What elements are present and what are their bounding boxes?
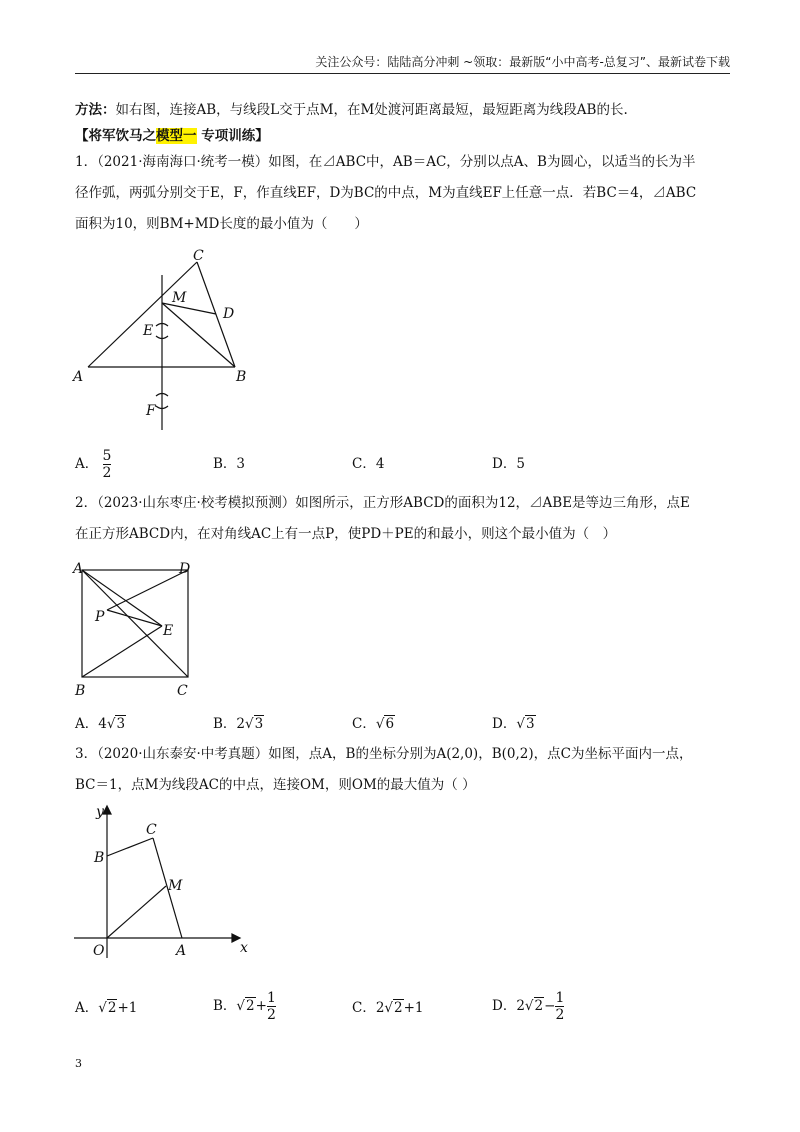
q3-option-b-plus: +: [255, 998, 267, 1014]
q2-label-b: B: [75, 683, 86, 699]
q3-option-a-prefix: A．: [75, 1000, 99, 1016]
q1-label-m: M: [172, 290, 187, 306]
q3-label-o: O: [93, 943, 105, 959]
q2-label-a: A: [73, 561, 84, 577]
q2-option-b-radicand: 3: [254, 716, 264, 732]
q3-option-d-prefix: D．2: [492, 998, 525, 1014]
q1-option-c[interactable]: C．4: [352, 456, 385, 472]
q1-line-3: 面积为10，则BM+MD长度的最小值为（ ）: [75, 216, 368, 232]
q3-option-d-denominator: 2: [555, 1007, 565, 1023]
q3-label-b: B: [94, 850, 105, 866]
q1-label-e: E: [143, 323, 154, 339]
section-title-rest: 专项训练】: [196, 128, 269, 144]
q3-option-c-radicand: 2: [394, 1000, 403, 1016]
q2-option-d[interactable]: D．√3: [492, 716, 535, 732]
method-label: 方法：: [75, 102, 116, 118]
q2-option-c-prefix: C．: [352, 716, 376, 732]
q1-figure: [60, 240, 280, 440]
q3-option-c[interactable]: C．2√2+1: [352, 1000, 424, 1016]
method-text: 如右图，连接AB，与线段L交于点M，在M处渡河距离最短，最短距离为线段AB的长.: [115, 102, 628, 118]
q3-option-d-fraction: [555, 990, 564, 1023]
q1-option-a-prefix: A．: [75, 456, 99, 472]
q1-option-a-fraction: [103, 448, 112, 481]
q2-option-c-radicand: 6: [385, 716, 395, 732]
q3-option-d-minus: −: [544, 998, 556, 1014]
q2-line-1: 2．（2023·山东枣庄·校考模拟预测）如图所示，正方形ABCD的面积为12，⊿ABE是等边三角形，点E: [75, 495, 690, 511]
q3-option-b-prefix: B．: [213, 998, 237, 1014]
q3-option-a-radicand: 2: [107, 1000, 117, 1016]
q2-label-p: P: [95, 609, 105, 625]
q3-label-x: x: [240, 940, 248, 956]
section-title: [75, 126, 269, 146]
q1-label-d: D: [223, 306, 235, 322]
q2-option-b-prefix: B．2: [213, 716, 246, 732]
q1-line-1: 1．（2021·海南海口·统考一模）如图，在⊿ABC中，AB＝AC，分别以点A、B为圆心，以适当的长为半: [75, 154, 696, 170]
q2-option-a[interactable]: A．4√3: [75, 716, 126, 732]
q2-option-d-radicand: 3: [525, 716, 535, 732]
q3-option-a[interactable]: A．√2+1: [75, 1000, 138, 1016]
q1-option-a-numerator: 5: [102, 448, 112, 464]
q1-label-f: F: [146, 403, 156, 419]
q3-label-y: y: [96, 804, 104, 820]
q2-option-a-prefix: A．4: [75, 716, 107, 732]
q3-option-c-suffix: +1: [403, 1000, 424, 1016]
page-header: 关注公众号：陆陆高分冲刺 ~领取：最新版“小中高考-总复习”、最新试卷下载: [75, 55, 730, 74]
q3-option-b-radicand: 2: [246, 998, 255, 1014]
q1-option-b[interactable]: B．3: [213, 456, 246, 472]
q3-option-b-denominator: 2: [266, 1007, 276, 1023]
q2-option-a-radicand: 3: [116, 716, 126, 732]
q1-line-2: 径作弧，两弧分别交于E，F，作直线EF，D为BC的中点，M为直线EF上任意一点．若BC＝4，⊿ABC: [75, 185, 697, 201]
q2-label-e: E: [163, 623, 174, 639]
q3-label-a: A: [176, 943, 187, 959]
q3-option-b[interactable]: B．√2+ $\frac{1}{2}$: [213, 990, 276, 1023]
q1-option-d[interactable]: D．5: [492, 456, 525, 472]
q2-line-2: 在正方形ABCD内，在对角线AC上有一点P，使PD＋PE的和最小，则这个最小值为（ ）: [75, 526, 617, 542]
method-line: [75, 100, 628, 120]
q3-line-1: 3．（2020·山东泰安·中考真题）如图，点A，B的坐标分别为A(2,0)，B(0,2)，点C为坐标平面内一点，: [75, 746, 693, 762]
section-title-highlight: 模型一: [156, 128, 197, 144]
q2-option-c[interactable]: C．√6: [352, 716, 395, 732]
q3-option-d-radicand: 2: [534, 998, 544, 1014]
q3-option-a-suffix: +1: [117, 1000, 138, 1016]
section-title-open: 【将军饮马之: [75, 128, 156, 144]
q1-label-a: A: [73, 369, 84, 385]
q2-option-d-prefix: D．: [492, 716, 517, 732]
q3-option-d[interactable]: D．2√2− $\frac{1}{2}$: [492, 990, 565, 1023]
q2-label-c: C: [177, 683, 188, 699]
q2-figure: [60, 555, 220, 705]
q3-figure: [60, 798, 260, 968]
q3-label-c: C: [146, 822, 157, 838]
page-number: 3: [75, 1057, 82, 1070]
q2-label-d: D: [179, 561, 191, 577]
q1-option-a-denominator: 2: [102, 465, 112, 481]
q3-line-2: BC＝1，点M为线段AC的中点，连接OM，则OM的最大值为（ ）: [75, 777, 476, 793]
q1-label-b: B: [236, 369, 247, 385]
q3-option-c-prefix: C．2: [352, 1000, 385, 1016]
q3-option-b-numerator: 1: [266, 990, 276, 1006]
q3-label-m: M: [168, 878, 183, 894]
q3-option-d-numerator: 1: [555, 990, 565, 1006]
q1-option-a[interactable]: [75, 448, 111, 481]
q1-label-c: C: [193, 248, 204, 264]
q2-option-b[interactable]: B．2√3: [213, 716, 264, 732]
q3-option-b-fraction: [267, 990, 276, 1023]
